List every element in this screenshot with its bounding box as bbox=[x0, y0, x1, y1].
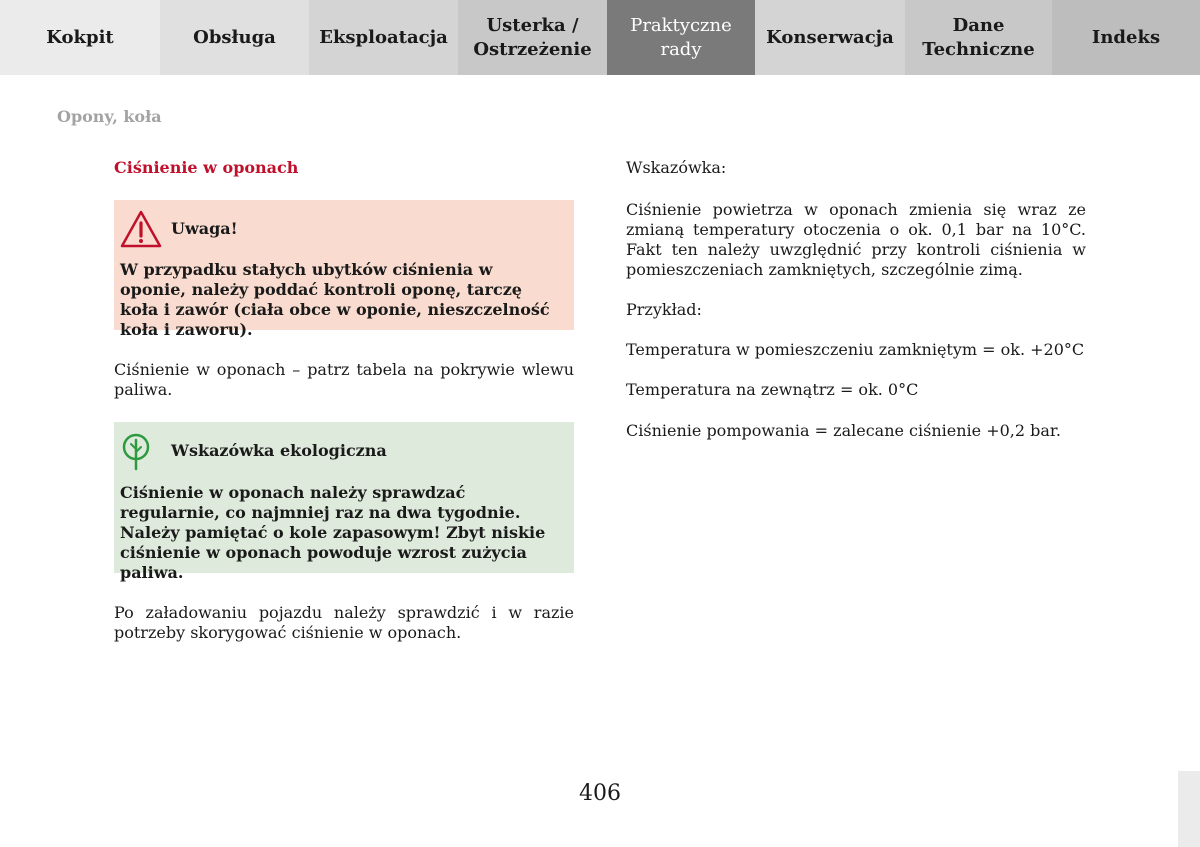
example-outdoor-temperature: Temperatura na zewnątrz = ok. 0°C bbox=[626, 380, 919, 399]
load-check-note: Po załadowaniu pojazdu należy sprawdzić i w razie potrzeby skorygować ciśnienie w oponach. bbox=[114, 603, 574, 642]
hint-label: Wskazówka: bbox=[626, 158, 727, 177]
page-number: 406 bbox=[579, 781, 621, 806]
tab-indeks[interactable]: Indeks bbox=[1052, 0, 1200, 75]
warning-triangle-icon bbox=[120, 210, 162, 252]
left-column bbox=[114, 155, 574, 642]
warning-box bbox=[114, 200, 574, 339]
tab-praktyczne-rady[interactable]: Praktyczne rady bbox=[607, 0, 755, 75]
tree-icon bbox=[120, 432, 152, 476]
chapter-navigation bbox=[0, 0, 1200, 75]
example-inflation-pressure: Ciśnienie pompowania = zalecane ciśnienie +0,2 bar. bbox=[626, 421, 1061, 440]
tab-usterka-ostrzezenie[interactable]: Usterka / Ostrzeżenie bbox=[458, 0, 607, 75]
eco-hint-text: Ciśnienie w oponach należy sprawdzać regularnie, co najmniej raz na dwa tygodnie. Należy pamiętać o kole zapasowym! Zbyt niskie ciśnienie w oponach powoduje wzrost zużycia paliwa. bbox=[120, 483, 546, 582]
eco-hint-title: Wskazówka ekologiczna bbox=[171, 441, 387, 460]
tire-pressure-heading: Ciśnienie w oponach bbox=[114, 158, 299, 177]
example-indoor-temperature: Temperatura w pomieszczeniu zamkniętym = ok. +20°C bbox=[626, 340, 1085, 359]
eco-hint-box bbox=[114, 422, 574, 582]
section-title: Opony, koła bbox=[57, 107, 162, 126]
warning-title: Uwaga! bbox=[171, 219, 238, 238]
hint-text: Ciśnienie powietrza w oponach zmienia się wraz ze zmianą temperatury otoczenia o ok. 0,1 bar na 10°C. Fakt ten należy uwzględnić przy kontroli ciśnienia w pomieszczeniach zamkniętych, szczególnie zimą. bbox=[626, 200, 1086, 279]
warning-text: W przypadku stałych ubytków ciśnienia w oponie, należy poddać kontroli oponę, tarczę koła i zawór (ciała obce w oponie, nieszczelność koła i zaworu). bbox=[120, 260, 550, 339]
tab-obsluga[interactable]: Obsługa bbox=[160, 0, 309, 75]
tab-konserwacja[interactable]: Konserwacja bbox=[755, 0, 905, 75]
tab-kokpit[interactable]: Kokpit bbox=[0, 0, 160, 75]
fuel-cap-note: Ciśnienie w oponach – patrz tabela na pokrywie wlewu paliwa. bbox=[114, 360, 574, 399]
tab-dane-techniczne[interactable]: Dane Techniczne bbox=[905, 0, 1052, 75]
page-edge-marker bbox=[1178, 771, 1200, 847]
example-label: Przykład: bbox=[626, 300, 702, 319]
tab-eksploatacja[interactable]: Eksploatacja bbox=[309, 0, 458, 75]
